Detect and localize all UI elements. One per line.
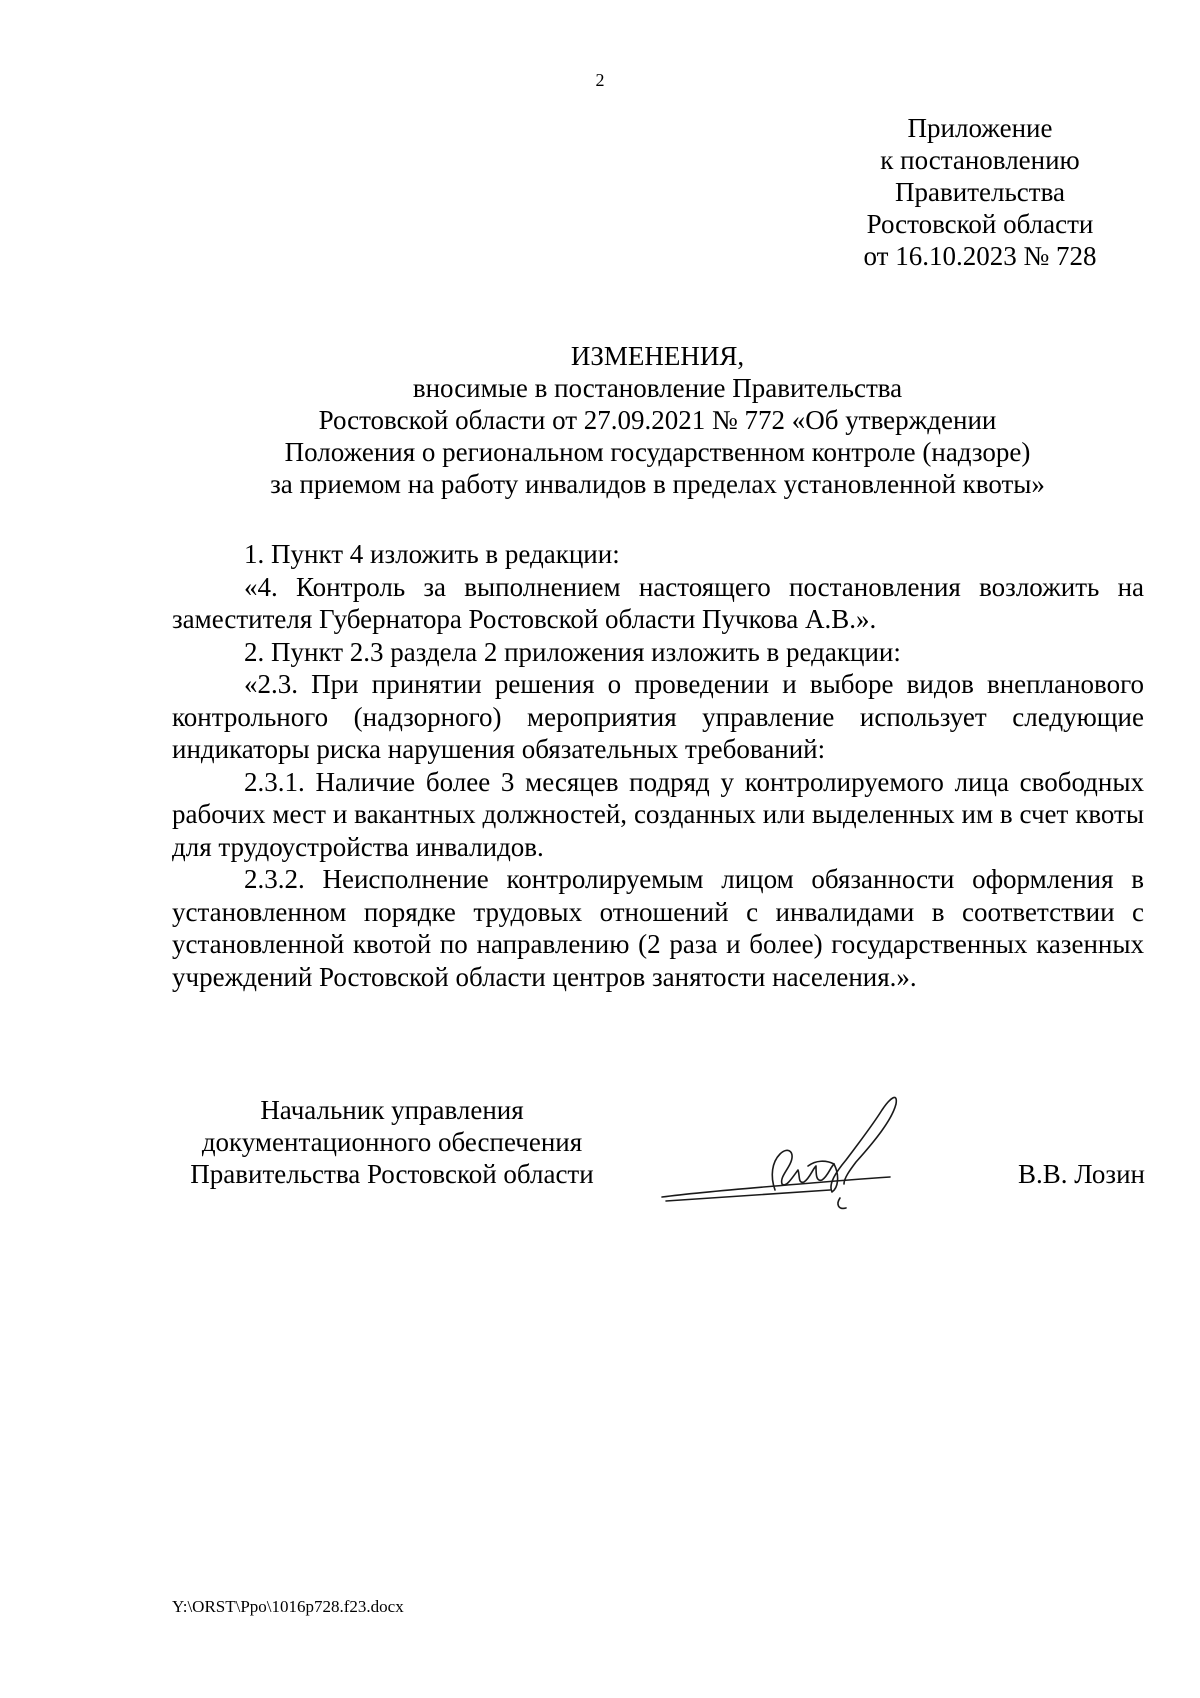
paragraph: «4. Контроль за выполнением настоящего постановления возложить на заместителя Губернатора Ростовской области Пучкова А.В.». xyxy=(172,571,1144,634)
signatory-position-line: документационного обеспечения xyxy=(201,1127,583,1157)
file-path: Y:\ORST\Ppo\1016p728.f23.docx xyxy=(172,1597,404,1616)
title-line: за приемом на работу инвалидов в пределах установленной квоты» xyxy=(270,469,1045,499)
signatory-position xyxy=(172,1094,612,1190)
paragraph: 2. Пункт 2.3 раздела 2 приложения изложить в редакции: xyxy=(244,636,901,667)
appendix-line: Правительства xyxy=(895,177,1065,207)
signatory-position-line: Начальник управления xyxy=(260,1095,524,1125)
handwritten-signature xyxy=(660,1080,960,1220)
title-line: Ростовской области от 27.09.2021 № 772 «Об утверждении xyxy=(318,405,997,435)
document-title xyxy=(170,340,1145,500)
title-line: Положения о региональном государственном контроле (надзоре) xyxy=(284,437,1031,467)
signatory-position-line: Правительства Ростовской области xyxy=(190,1159,594,1189)
appendix-line: Ростовской области xyxy=(866,209,1094,239)
paragraph: 2.3.1. Наличие более 3 месяцев подряд у контролируемого лица свободных рабочих мест и вакантных должностей, созданных или выделенных им в счет квоты для трудоустройства инвалидов. xyxy=(172,766,1144,862)
appendix-line: к постановлению xyxy=(880,145,1080,175)
appendix-block xyxy=(830,112,1130,272)
paragraph: 2.3.2. Неисполнение контролируемым лицом обязанности оформления в установленном порядке трудовых отношений с инвалидами в соответствии с установленной квотой по направлению (2 раза и более) государственных казенных учреждений Ростовской области центров занятости населения.». xyxy=(172,864,1144,992)
paragraph: «2.3. При принятии решения о проведении и выборе видов внепланового контрольного (надзорного) мероприятия управление использует следующие индикаторы риска нарушения обязательных требований: xyxy=(172,669,1144,764)
document-body xyxy=(172,538,1144,993)
title-heading: ИЗМЕНЕНИЯ, xyxy=(570,341,745,371)
signatory-name: В.В. Лозин xyxy=(1018,1159,1145,1189)
paragraph: 1. Пункт 4 изложить в редакции: xyxy=(244,539,620,569)
page-number: 2 xyxy=(595,70,605,90)
appendix-line: от 16.10.2023 № 728 xyxy=(863,241,1097,271)
appendix-line: Приложение xyxy=(907,113,1053,143)
title-line: вносимые в постановление Правительства xyxy=(412,373,903,403)
